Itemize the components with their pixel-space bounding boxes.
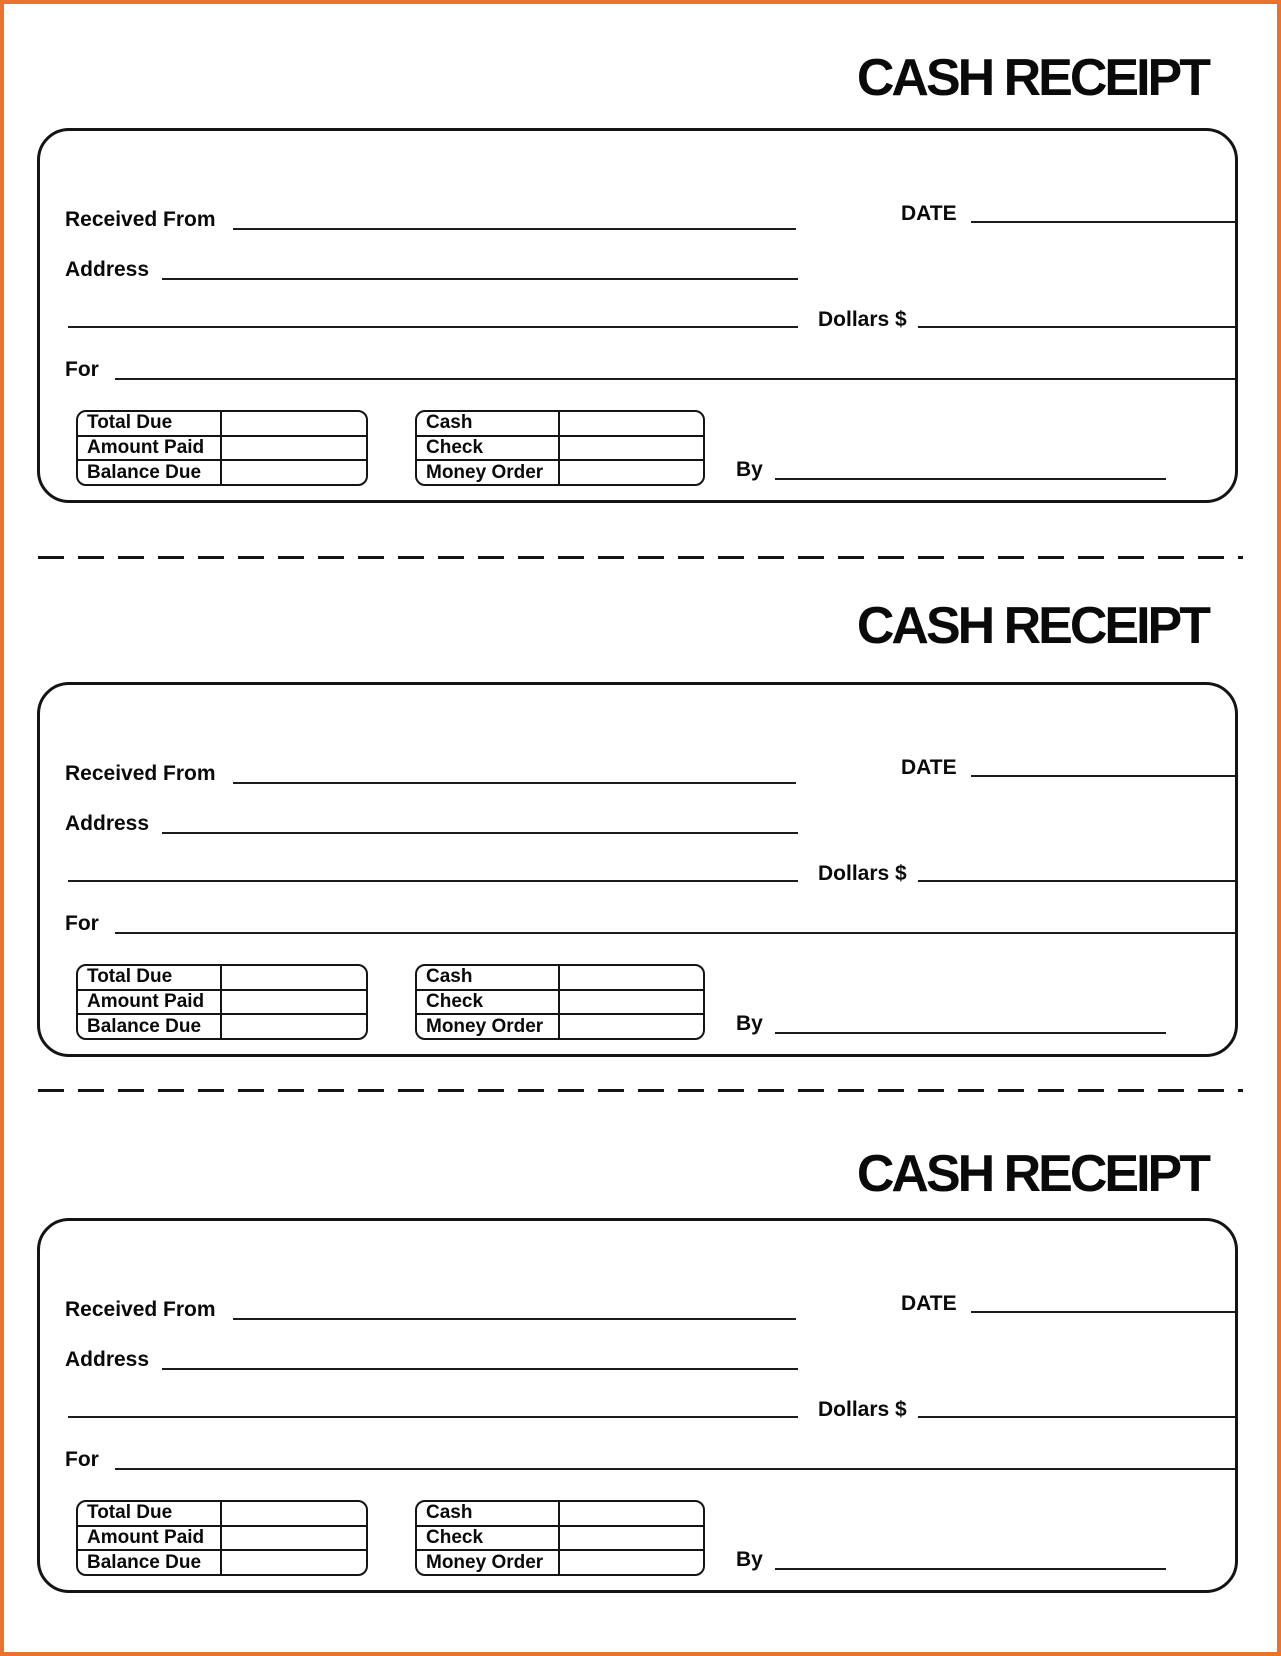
payment-row-value[interactable]: [560, 966, 703, 989]
address-line2-field[interactable]: [68, 862, 798, 882]
payment-row-value[interactable]: [560, 1551, 703, 1574]
amount-row-label: Total Due: [78, 412, 222, 435]
amount-row-value[interactable]: [222, 1527, 366, 1550]
receipt-title: CASH RECEIPT: [856, 1145, 1208, 1203]
payment-row-label: Cash: [417, 412, 560, 435]
date-label: DATE: [901, 756, 957, 779]
date-field[interactable]: [971, 757, 1235, 777]
table-row: [78, 459, 366, 484]
amount-row-value[interactable]: [222, 461, 366, 484]
address-field[interactable]: [162, 814, 798, 834]
amount-row-label: Amount Paid: [78, 1527, 222, 1550]
amount-row-value[interactable]: [222, 966, 366, 989]
by-field[interactable]: [775, 1550, 1166, 1570]
receipt: [0, 1145, 1281, 1654]
amount-row-label: Amount Paid: [78, 437, 222, 460]
receipt-box: [37, 1218, 1238, 1593]
date-label: DATE: [901, 1292, 957, 1315]
for-field[interactable]: [115, 1450, 1235, 1470]
payment-row-value[interactable]: [560, 461, 703, 484]
payment-row-label: Money Order: [417, 1015, 560, 1038]
by-field[interactable]: [775, 460, 1166, 480]
received-from-field[interactable]: [233, 210, 796, 230]
by-label: By: [736, 1012, 763, 1035]
table-row: [78, 435, 366, 460]
table-row: [417, 459, 703, 484]
table-row: [417, 1549, 703, 1574]
dollars-label: Dollars $: [818, 308, 907, 331]
amount-table: [76, 964, 368, 1040]
date-label: DATE: [901, 202, 957, 225]
by-field[interactable]: [775, 1014, 1166, 1034]
payment-row-value[interactable]: [560, 991, 703, 1014]
amount-row-value[interactable]: [222, 437, 366, 460]
cut-line-separator: [38, 1089, 1243, 1092]
address-label: Address: [65, 1348, 150, 1371]
address-line2-field[interactable]: [68, 1398, 798, 1418]
table-row: [417, 1013, 703, 1038]
received-from-label: Received From: [65, 208, 216, 231]
receipt-title: CASH RECEIPT: [856, 49, 1208, 107]
for-label: For: [65, 1448, 99, 1471]
amount-row-value[interactable]: [222, 1551, 366, 1574]
received-from-field[interactable]: [233, 1300, 796, 1320]
dollars-field[interactable]: [918, 862, 1235, 882]
table-row: [417, 412, 703, 435]
amount-row-label: Total Due: [78, 966, 222, 989]
date-field[interactable]: [971, 1293, 1235, 1313]
for-field[interactable]: [115, 360, 1235, 380]
payment-row-value[interactable]: [560, 1502, 703, 1525]
amount-row-label: Balance Due: [78, 461, 222, 484]
amount-table: [76, 410, 368, 486]
dollars-field[interactable]: [918, 308, 1235, 328]
table-row: [78, 1013, 366, 1038]
table-row: [417, 435, 703, 460]
payment-table: [415, 964, 705, 1040]
payment-row-value[interactable]: [560, 437, 703, 460]
received-from-label: Received From: [65, 1298, 216, 1321]
dollars-field[interactable]: [918, 1398, 1235, 1418]
receipt: [0, 597, 1281, 1106]
date-field[interactable]: [971, 203, 1235, 223]
dollars-label: Dollars $: [818, 1398, 907, 1421]
payment-row-label: Check: [417, 437, 560, 460]
receipt-title: CASH RECEIPT: [856, 597, 1208, 655]
receipt-box: [37, 682, 1238, 1057]
table-row: [78, 1549, 366, 1574]
payment-row-label: Check: [417, 991, 560, 1014]
amount-row-value[interactable]: [222, 1015, 366, 1038]
table-row: [417, 989, 703, 1014]
amount-row-label: Balance Due: [78, 1015, 222, 1038]
address-field[interactable]: [162, 1350, 798, 1370]
receipt-box: [37, 128, 1238, 503]
amount-row-value[interactable]: [222, 991, 366, 1014]
address-field[interactable]: [162, 260, 798, 280]
address-label: Address: [65, 812, 150, 835]
table-row: [417, 966, 703, 989]
payment-row-value[interactable]: [560, 1527, 703, 1550]
by-label: By: [736, 458, 763, 481]
cut-line-separator: [38, 556, 1243, 559]
table-row: [417, 1525, 703, 1550]
amount-table: [76, 1500, 368, 1576]
payment-table: [415, 1500, 705, 1576]
receipt: [0, 49, 1281, 558]
payment-table: [415, 410, 705, 486]
for-label: For: [65, 912, 99, 935]
address-label: Address: [65, 258, 150, 281]
amount-row-value[interactable]: [222, 1502, 366, 1525]
payment-row-value[interactable]: [560, 412, 703, 435]
for-label: For: [65, 358, 99, 381]
table-row: [78, 412, 366, 435]
dollars-label: Dollars $: [818, 862, 907, 885]
table-row: [78, 1525, 366, 1550]
payment-row-label: Cash: [417, 1502, 560, 1525]
address-line2-field[interactable]: [68, 308, 798, 328]
payment-row-label: Money Order: [417, 461, 560, 484]
table-row: [78, 966, 366, 989]
for-field[interactable]: [115, 914, 1235, 934]
table-row: [78, 1502, 366, 1525]
by-label: By: [736, 1548, 763, 1571]
amount-row-value[interactable]: [222, 412, 366, 435]
table-row: [417, 1502, 703, 1525]
received-from-label: Received From: [65, 762, 216, 785]
amount-row-label: Amount Paid: [78, 991, 222, 1014]
amount-row-label: Total Due: [78, 1502, 222, 1525]
payment-row-value[interactable]: [560, 1015, 703, 1038]
payment-row-label: Cash: [417, 966, 560, 989]
amount-row-label: Balance Due: [78, 1551, 222, 1574]
table-row: [78, 989, 366, 1014]
received-from-field[interactable]: [233, 764, 796, 784]
payment-row-label: Check: [417, 1527, 560, 1550]
payment-row-label: Money Order: [417, 1551, 560, 1574]
